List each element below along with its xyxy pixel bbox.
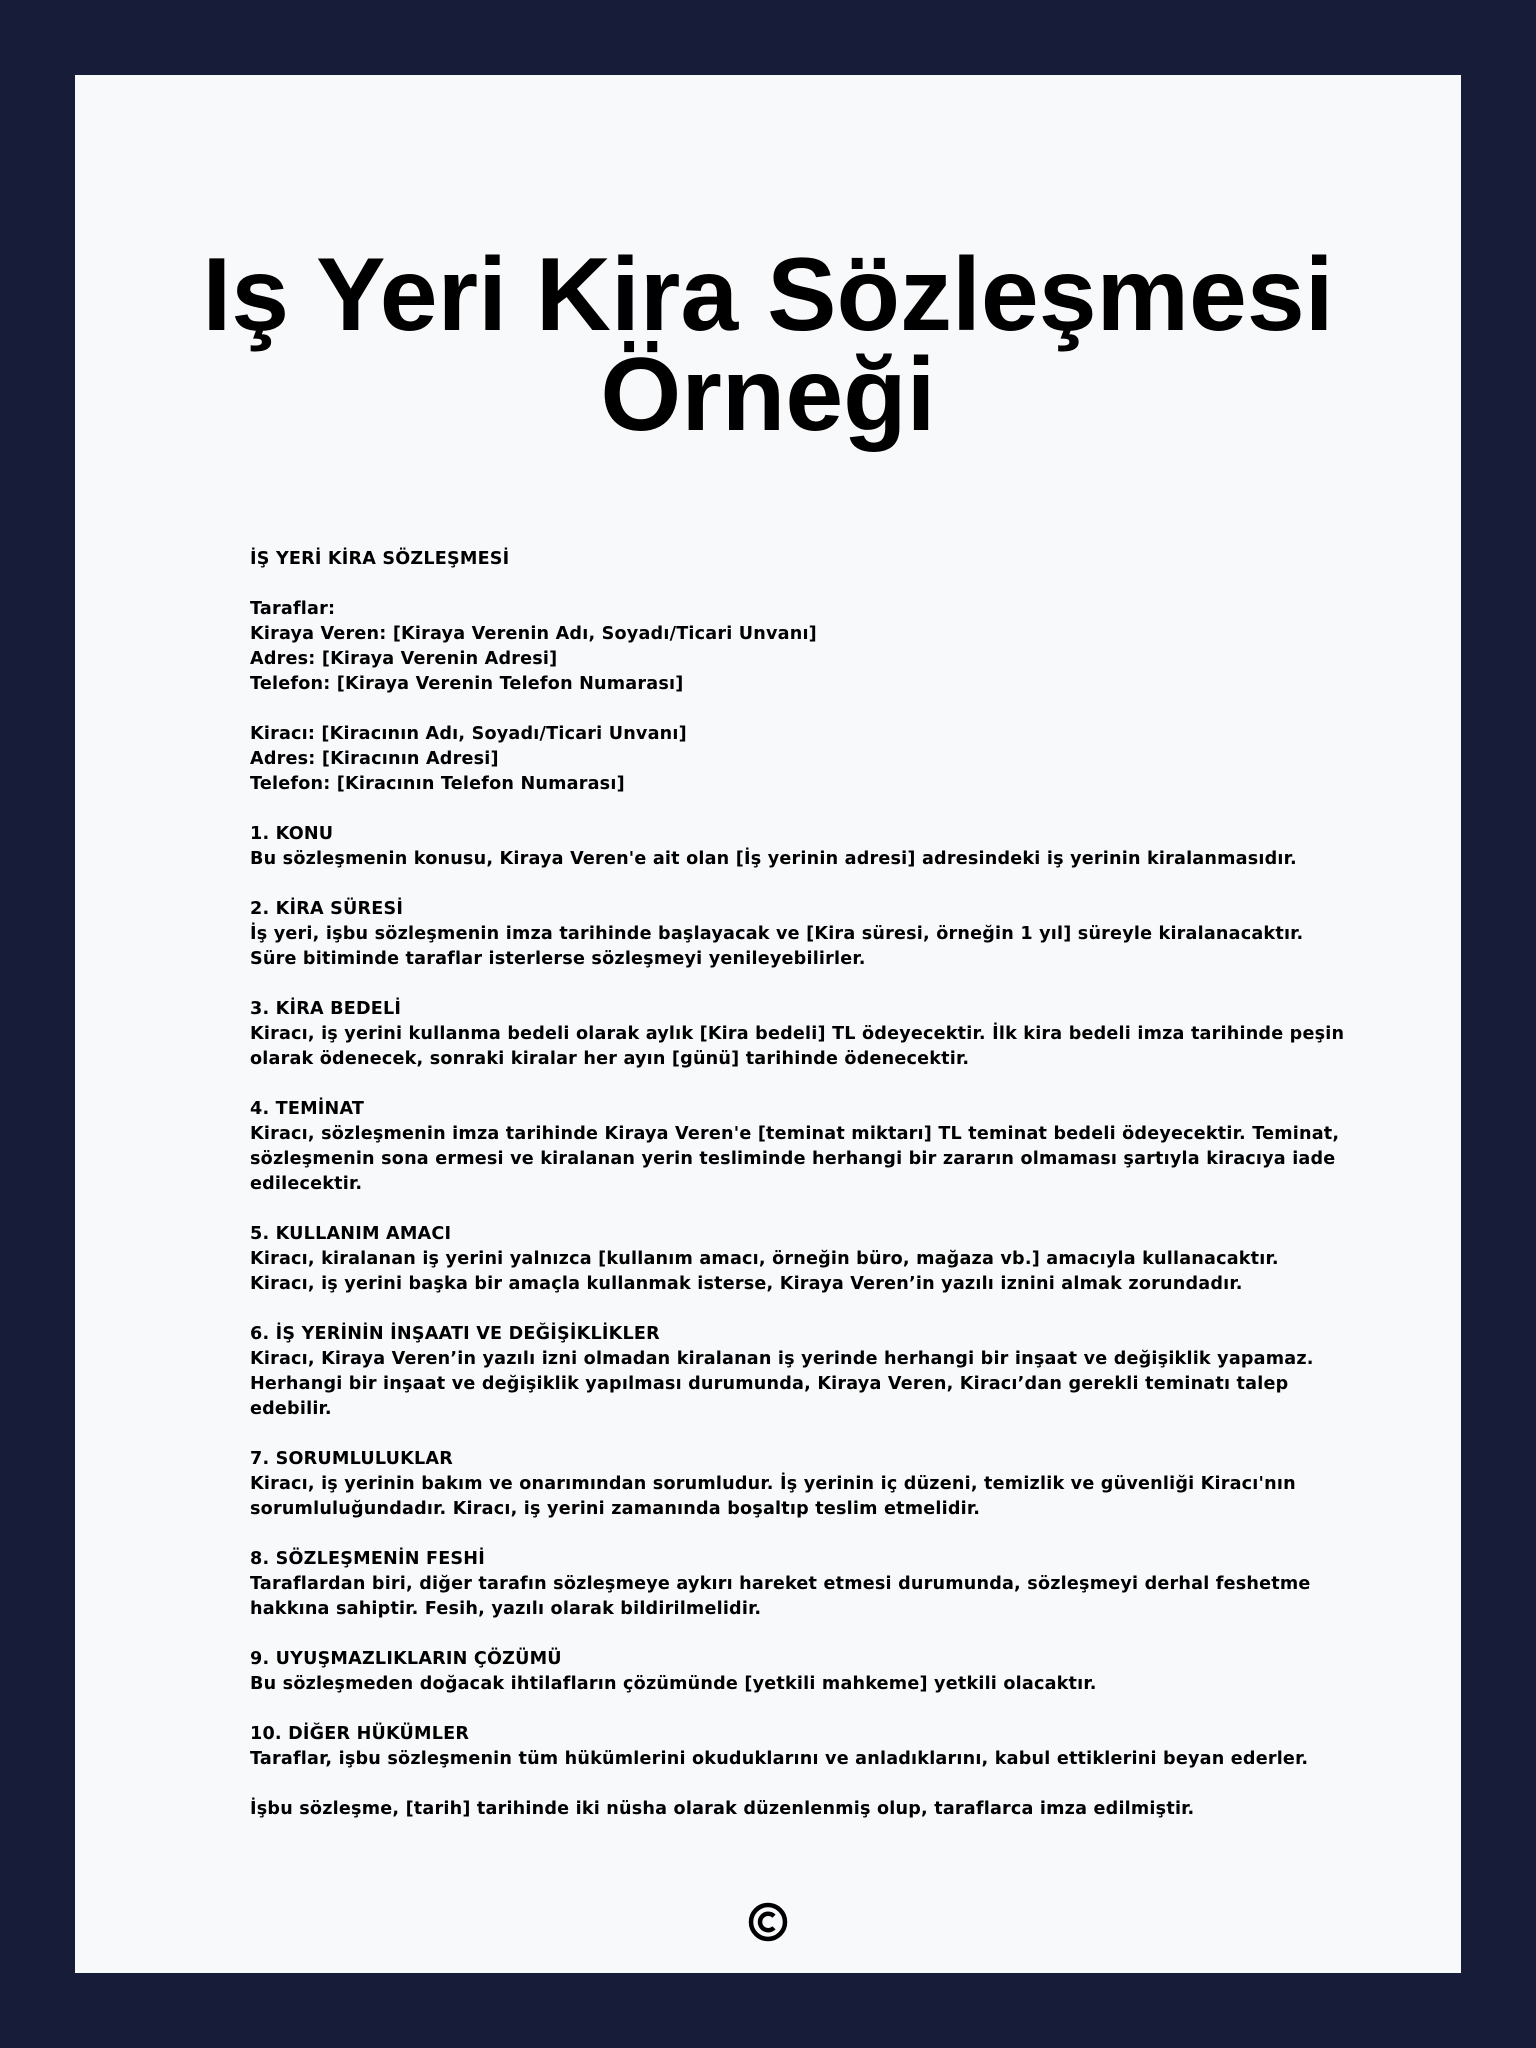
section-line: Bu sözleşmenin konusu, Kiraya Veren'e ait olan [İş yerinin adresi] adresindeki iş yerinin kiralanmasıdır. (250, 849, 1297, 869)
section-line: sözleşmenin sona ermesi ve kiralanan yerin tesliminde herhangi bir zararın olmaması şartıyla kiracıya iade (250, 1149, 1336, 1169)
section-title: 1. KONU (250, 824, 334, 844)
section-title: 3. KİRA BEDELİ (250, 999, 402, 1019)
section-line: edebilir. (250, 1399, 332, 1419)
landlord-phone: Telefon: [Kiraya Verenin Telefon Numarası] (250, 674, 684, 694)
section-line: Kiracı, iş yerinin bakım ve onarımından sorumludur. İş yerinin iç düzeni, temizlik ve güvenliği Kiracı'nın (250, 1474, 1296, 1494)
tenant-phone: Telefon: [Kiracının Telefon Numarası] (250, 774, 625, 794)
section-line: Taraflardan biri, diğer tarafın sözleşmeye aykırı hareket etmesi durumunda, sözleşmeyi derhal feshetme (250, 1574, 1311, 1594)
section-line: hakkına sahiptir. Fesih, yazılı olarak bildirilmelidir. (250, 1599, 762, 1619)
closing-statement: İşbu sözleşme, [tarih] tarihinde iki nüsha olarak düzenlenmiş olup, taraflarca imza edilmiştir. (250, 1799, 1195, 1819)
section-title: 8. SÖZLEŞMENİN FESHİ (250, 1549, 485, 1569)
section-line: Kiracı, iş yerini başka bir amaçla kullanmak isterse, Kiraya Veren’in yazılı iznini almak zorundadır. (250, 1274, 1243, 1294)
section-title: 7. SORUMLULUKLAR (250, 1449, 453, 1469)
landlord-name: Kiraya Veren: [Kiraya Verenin Adı, Soyadı/Ticari Unvanı] (250, 624, 817, 644)
landlord-address: Adres: [Kiraya Verenin Adresi] (250, 649, 558, 669)
section-title: 10. DİĞER HÜKÜMLER (250, 1724, 470, 1744)
parties-label: Taraflar: (250, 599, 336, 619)
section-title: 6. İŞ YERİNİN İNŞAATI VE DEĞİŞİKLİKLER (250, 1324, 660, 1344)
section-line: Kiracı, sözleşmenin imza tarihinde Kiraya Veren'e [teminat miktarı] TL teminat bedeli ödeyecektir. Teminat, (250, 1124, 1340, 1144)
section-line: sorumluluğundadır. Kiracı, iş yerini zamanında boşaltıp teslim etmelidir. (250, 1499, 981, 1519)
contract-body (250, 547, 1350, 1822)
copyright-icon (748, 1902, 788, 1942)
section-title: 4. TEMİNAT (250, 1099, 365, 1119)
section-line: Süre bitiminde taraflar isterlerse sözleşmeyi yenileyebilirler. (250, 949, 866, 969)
contract-heading: İŞ YERİ KİRA SÖZLEŞMESİ (250, 549, 510, 569)
document-title: Iş Yeri Kira Sözleşmesi Örneği (202, 237, 1334, 453)
section-line: Kiracı, Kiraya Veren’in yazılı izni olmadan kiralanan iş yerinde herhangi bir inşaat ve değişiklik yapamaz. (250, 1349, 1314, 1369)
section-line: Taraflar, işbu sözleşmenin tüm hükümlerini okuduklarını ve anladıklarını, kabul ettiklerini beyan ederler. (250, 1749, 1309, 1769)
section-line: Herhangi bir inşaat ve değişiklik yapılması durumunda, Kiraya Veren, Kiracı’dan gerekli teminatı talep (250, 1374, 1289, 1394)
section-line: Kiracı, iş yerini kullanma bedeli olarak aylık [Kira bedeli] TL ödeyecektir. İlk kira bedeli imza tarihinde peşin (250, 1024, 1345, 1044)
section-line: İş yeri, işbu sözleşmenin imza tarihinde başlayacak ve [Kira süresi, örneğin 1 yıl] süreyle kiralanacaktır. (250, 924, 1304, 944)
tenant-address: Adres: [Kiracının Adresi] (250, 749, 499, 769)
document-page (75, 75, 1461, 1973)
section-line: Bu sözleşmeden doğacak ihtilafların çözümünde [yetkili mahkeme] yetkili olacaktır. (250, 1674, 1097, 1694)
section-line: edilecektir. (250, 1174, 363, 1194)
footer (75, 1902, 1461, 1947)
section-title: 5. KULLANIM AMACI (250, 1224, 452, 1244)
section-line: Kiracı, kiralanan iş yerini yalnızca [kullanım amacı, örneğin büro, mağaza vb.] amacıyla kullanacaktır. (250, 1249, 1279, 1269)
section-line: olarak ödenecek, sonraki kiralar her ayın [günü] tarihinde ödenecektir. (250, 1049, 970, 1069)
tenant-name: Kiracı: [Kiracının Adı, Soyadı/Ticari Unvanı] (250, 724, 687, 744)
section-title: 2. KİRA SÜRESİ (250, 899, 404, 919)
section-title: 9. UYUŞMAZLIKLARIN ÇÖZÜMÜ (250, 1649, 562, 1669)
